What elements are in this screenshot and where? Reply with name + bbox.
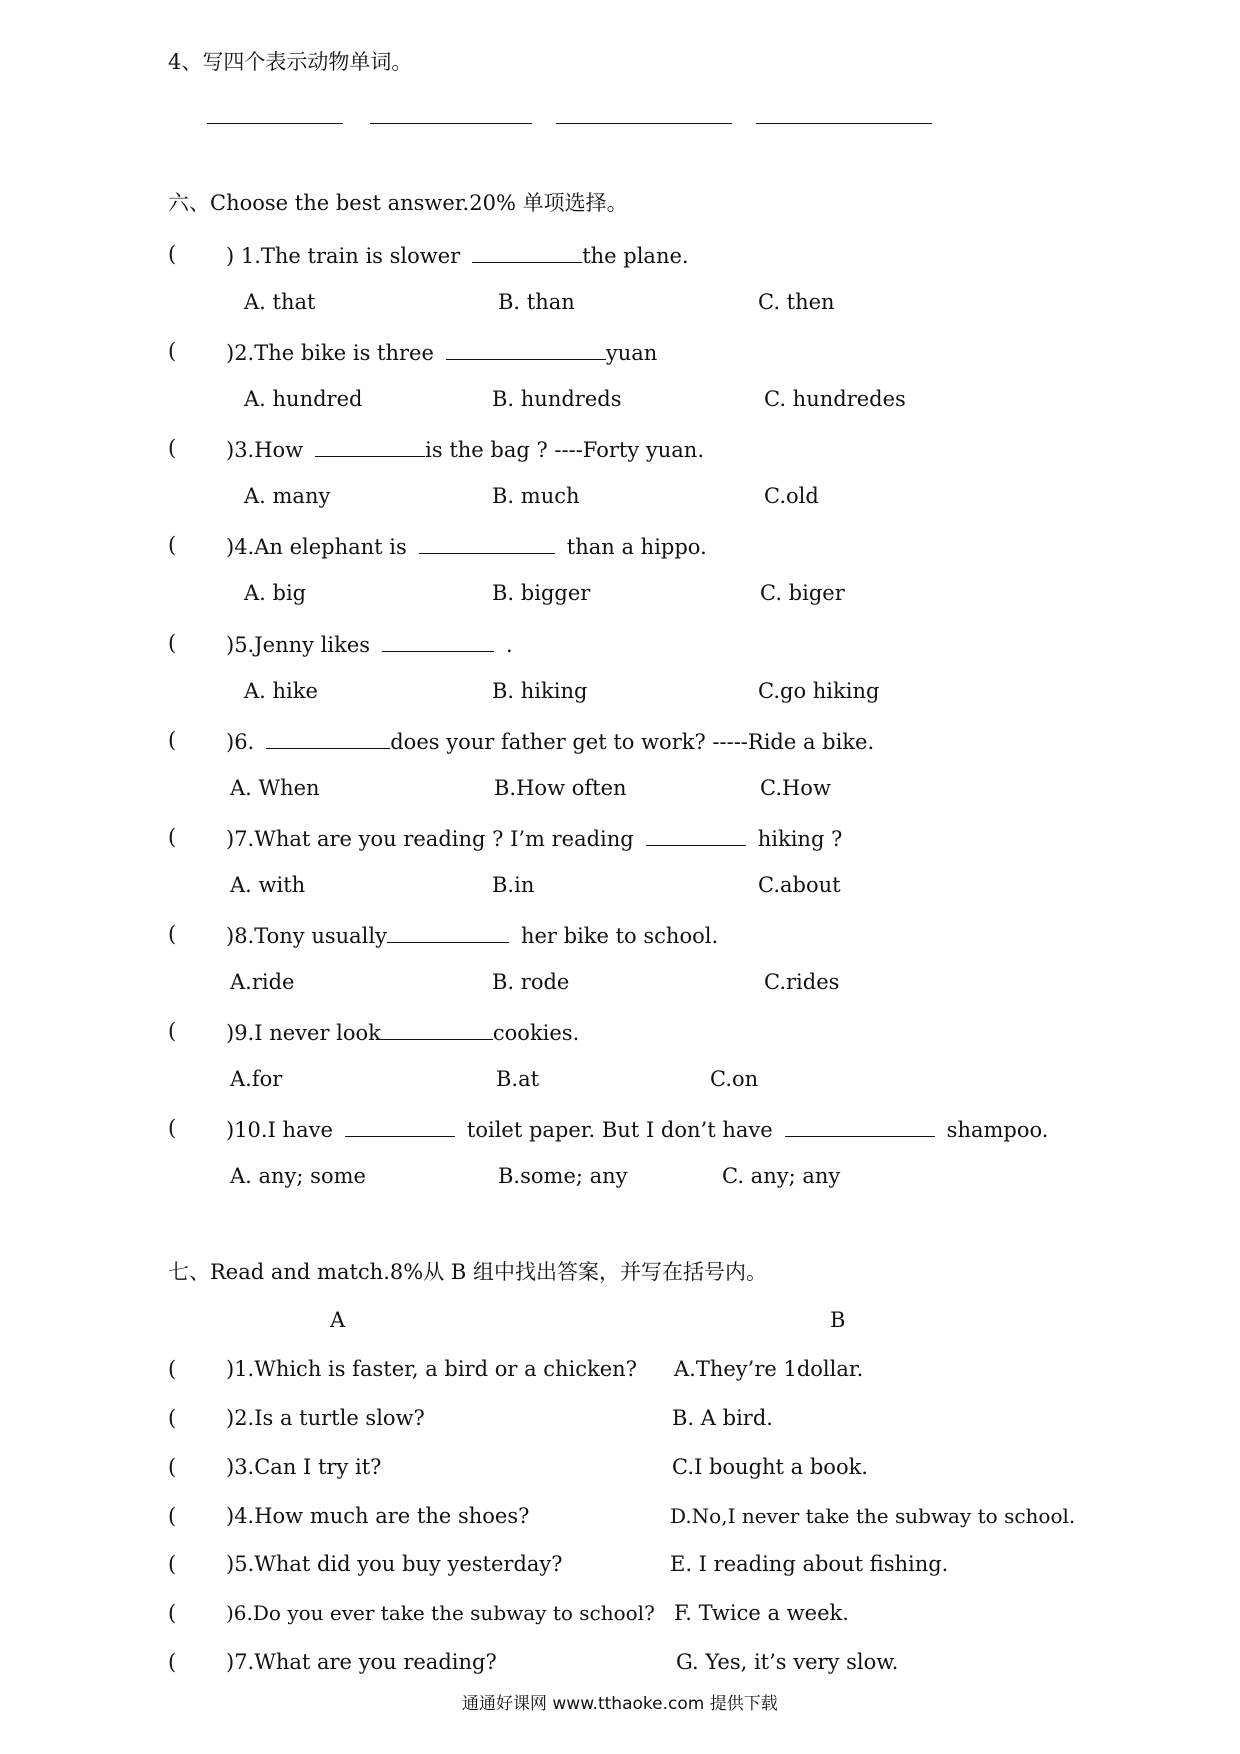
option-b: B. than xyxy=(498,290,575,314)
question-1 xyxy=(226,244,689,267)
answer-blank[interactable] xyxy=(315,438,425,457)
option-c: C.on xyxy=(710,1067,759,1091)
column-a-header: A xyxy=(330,1308,346,1332)
option-a: A. that xyxy=(244,290,316,314)
option-b: B. much xyxy=(492,484,580,508)
question-text: than a hippo. xyxy=(566,535,707,559)
option-c: C.about xyxy=(758,873,841,897)
answer-blank[interactable] xyxy=(381,1021,493,1040)
section7-heading: 七、Read and match.8%从 B 组中找出答案，并写在括号内。 xyxy=(168,1260,767,1284)
option-a: A. any; some xyxy=(230,1164,366,1188)
match-question: )6.Do you ever take the subway to school? xyxy=(226,1601,655,1625)
question-text: ) 1.The train is slower xyxy=(226,244,461,268)
match-answer: D.No,I never take the subway to school. xyxy=(670,1504,1076,1528)
paren: ( xyxy=(168,533,177,557)
option-c: C. then xyxy=(758,290,835,314)
answer-blank-4[interactable] xyxy=(756,122,932,124)
option-b: B.some; any xyxy=(498,1164,628,1188)
option-a: A.for xyxy=(230,1067,283,1091)
match-question: )3.Can I try it? xyxy=(226,1455,382,1479)
match-answer: E. I reading about fishing. xyxy=(670,1552,949,1576)
answer-blank[interactable] xyxy=(387,924,509,943)
question-7 xyxy=(226,827,842,850)
question-text: )10.I have xyxy=(226,1118,333,1142)
question-text: does your father get to work? -----Ride a bike. xyxy=(390,730,875,754)
option-c: C. biger xyxy=(760,581,845,605)
paren: ( xyxy=(168,922,177,946)
paren: ( xyxy=(168,631,177,655)
match-question: )4.How much are the shoes? xyxy=(226,1504,530,1528)
paren: ( xyxy=(168,1357,177,1381)
option-b: B.at xyxy=(496,1067,540,1091)
answer-blank[interactable] xyxy=(472,244,582,263)
match-answer: C.I bought a book. xyxy=(672,1455,868,1479)
answer-blank[interactable] xyxy=(646,827,746,846)
answer-blank-1[interactable] xyxy=(207,122,343,124)
paren: ( xyxy=(168,1406,177,1430)
question-text: )2.The bike is three xyxy=(226,341,434,365)
match-question: )7.What are you reading? xyxy=(226,1650,497,1674)
question-text: the plane. xyxy=(582,244,689,268)
question-text: yuan xyxy=(605,341,658,365)
paren: ( xyxy=(168,1552,177,1576)
answer-blank-3[interactable] xyxy=(556,122,732,124)
question-text: )6. xyxy=(226,730,255,754)
option-a: A. hundred xyxy=(244,387,363,411)
option-a: A. big xyxy=(244,581,307,605)
paren: ( xyxy=(168,436,177,460)
question-text: is the bag ? ----Forty yuan. xyxy=(425,438,704,462)
paren: ( xyxy=(168,1116,177,1140)
answer-blank[interactable] xyxy=(419,535,555,554)
option-a: A.ride xyxy=(230,970,295,994)
question-3 xyxy=(226,438,704,461)
question-text: cookies. xyxy=(492,1021,580,1045)
option-a: A. with xyxy=(230,873,306,897)
answer-blank[interactable] xyxy=(382,633,494,652)
match-question: )2.Is a turtle slow? xyxy=(226,1406,425,1430)
question-text: )8.Tony usually xyxy=(226,924,387,948)
paren: ( xyxy=(168,1650,177,1674)
option-b: B. hundreds xyxy=(492,387,622,411)
question-text: )4.An elephant is xyxy=(226,535,407,559)
question-9 xyxy=(226,1021,579,1044)
question-10 xyxy=(226,1118,1048,1141)
paren: ( xyxy=(168,1504,177,1528)
answer-blank[interactable] xyxy=(266,730,390,749)
question-2 xyxy=(226,341,657,364)
option-b: B. rode xyxy=(492,970,570,994)
question-8 xyxy=(226,924,718,947)
question-text: )9.I never look xyxy=(226,1021,381,1045)
question-6 xyxy=(226,730,874,753)
paren: ( xyxy=(168,728,177,752)
question-4 xyxy=(226,535,707,558)
option-b: B.How often xyxy=(494,776,627,800)
option-b: B. bigger xyxy=(492,581,591,605)
question-text: )7.What are you reading ? I’m reading xyxy=(226,827,634,851)
paren: ( xyxy=(168,1019,177,1043)
paren: ( xyxy=(168,242,177,266)
option-b: B.in xyxy=(492,873,535,897)
option-a: A. many xyxy=(244,484,331,508)
paren: ( xyxy=(168,339,177,363)
question-text: hiking ? xyxy=(757,827,843,851)
option-c: C.go hiking xyxy=(758,679,880,703)
paren: ( xyxy=(168,1601,177,1625)
option-c: C. any; any xyxy=(722,1164,841,1188)
question-text: her bike to school. xyxy=(520,924,719,948)
match-answer: A.They’re 1dollar. xyxy=(674,1357,864,1381)
q4-label: 4、写四个表示动物单词。 xyxy=(168,50,413,74)
option-a: A. hike xyxy=(244,679,318,703)
answer-blank[interactable] xyxy=(446,341,606,360)
option-b: B. hiking xyxy=(492,679,588,703)
answer-blank-2[interactable] xyxy=(370,122,532,124)
option-c: C. hundredes xyxy=(764,387,906,411)
answer-blank[interactable] xyxy=(345,1118,455,1137)
question-text: toilet paper. But I don’t have xyxy=(466,1118,773,1142)
match-answer: G. Yes, it’s very slow. xyxy=(676,1650,899,1674)
question-text: . xyxy=(506,633,513,657)
option-c: C.How xyxy=(760,776,831,800)
match-question: )1.Which is faster, a bird or a chicken? xyxy=(226,1357,637,1381)
match-answer: F. Twice a week. xyxy=(674,1601,849,1625)
question-text: )3.How xyxy=(226,438,304,462)
section6-heading: 六、Choose the best answer.20% 单项选择。 xyxy=(168,191,628,215)
match-answer: B. A bird. xyxy=(672,1406,773,1430)
question-text: shampoo. xyxy=(946,1118,1049,1142)
question-text: )5.Jenny likes xyxy=(226,633,371,657)
paren: ( xyxy=(168,1455,177,1479)
option-a: A. When xyxy=(230,776,320,800)
question-5 xyxy=(226,633,513,656)
column-b-header: B xyxy=(830,1308,846,1332)
paren: ( xyxy=(168,825,177,849)
option-c: C.old xyxy=(764,484,819,508)
match-question: )5.What did you buy yesterday? xyxy=(226,1552,563,1576)
answer-blank[interactable] xyxy=(785,1118,935,1137)
page-footer: 通通好课网 www.tthaoke.com 提供下载 xyxy=(462,1694,778,1714)
option-c: C.rides xyxy=(764,970,840,994)
